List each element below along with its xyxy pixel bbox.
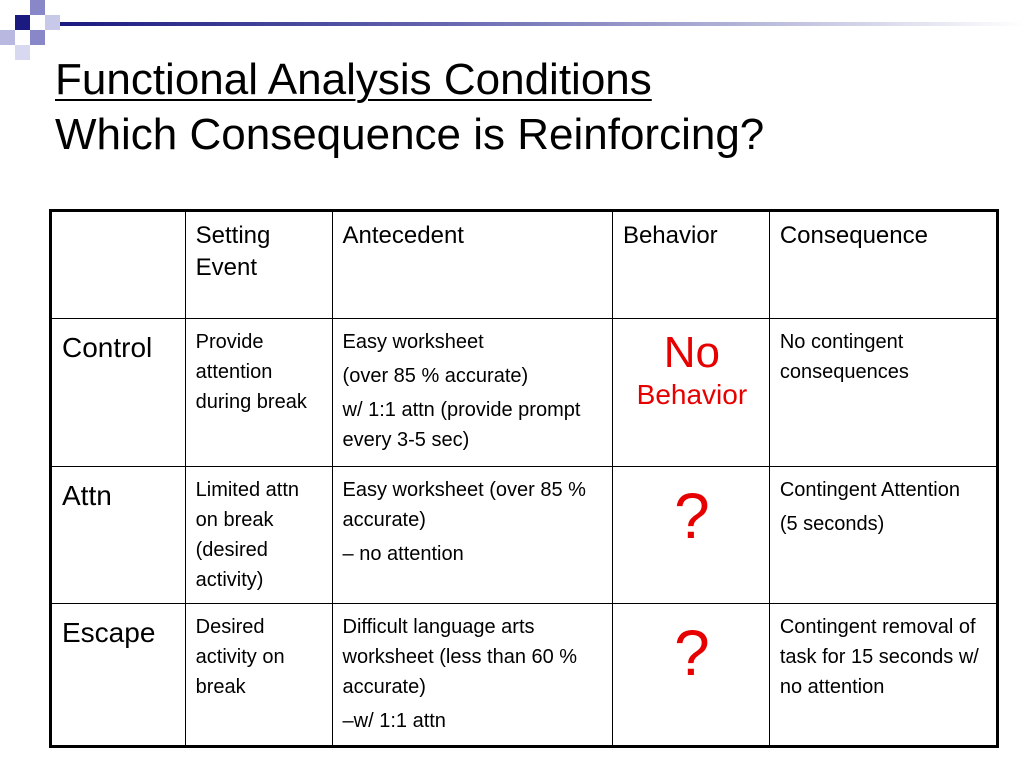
row-label-control: Control: [51, 319, 186, 467]
consequence-line: Contingent removal of task for 15 seconds w/ no attention: [779, 616, 979, 698]
table-row-attn: [51, 467, 998, 604]
behavior-cell: [612, 467, 769, 604]
header-cell-antecedent: Antecedent: [332, 211, 612, 319]
functional-analysis-table: [49, 209, 999, 748]
antecedent-line: – no attention: [342, 543, 464, 565]
antecedent-line: Difficult language arts worksheet (less than 60 % accurate): [342, 616, 578, 698]
header-cell-consequence: Consequence: [769, 211, 997, 319]
setting-event-cell: Desired activity on break: [185, 604, 332, 747]
decor-square: [0, 30, 15, 45]
slide-title: [55, 52, 764, 162]
consequence-cell: [769, 319, 997, 467]
behavior-cell: [612, 319, 769, 467]
setting-event-cell: Limited attn on break (desired activity): [185, 467, 332, 604]
row-label-escape: Escape: [51, 604, 186, 747]
title-line-1: Functional Analysis Conditions: [55, 55, 652, 104]
decor-square: [15, 45, 30, 60]
consequence-line: Contingent Attention: [779, 479, 960, 501]
behavior-text-no: No: [663, 328, 721, 377]
consequence-cell: [769, 467, 997, 604]
antecedent-line: –w/ 1:1 attn: [342, 710, 446, 732]
decor-square: [30, 30, 45, 45]
antecedent-line: (over 85 % accurate): [342, 365, 529, 387]
setting-event-cell: Provide attention during break: [185, 319, 332, 467]
antecedent-cell: [332, 604, 612, 747]
antecedent-cell: [332, 319, 612, 467]
behavior-text-behavior: Behavior: [636, 379, 748, 410]
header-cell-setting-event: Setting Event: [185, 211, 332, 319]
header-cell-empty: [51, 211, 186, 319]
header-row: [51, 211, 998, 319]
title-line-2: Which Consequence is Reinforcing?: [55, 110, 765, 159]
antecedent-cell: [332, 467, 612, 604]
consequence-line: (5 seconds): [779, 513, 885, 535]
consequence-cell: [769, 604, 997, 747]
behavior-cell: [612, 604, 769, 747]
decor-square: [30, 0, 45, 15]
row-label-attn: Attn: [51, 467, 186, 604]
decor-square: [15, 15, 30, 30]
table-row-control: [51, 319, 998, 467]
antecedent-line: w/ 1:1 attn (provide prompt every 3-5 sec): [342, 399, 581, 451]
antecedent-line: Easy worksheet: [342, 331, 484, 353]
decor-square: [45, 15, 60, 30]
title-gradient-bar: [60, 22, 1024, 26]
question-mark: ?: [674, 480, 710, 552]
consequence-line: No contingent consequences: [779, 331, 909, 383]
header-cell-behavior: Behavior: [612, 211, 769, 319]
question-mark: ?: [674, 617, 710, 689]
antecedent-line: Easy worksheet (over 85 % accurate): [342, 479, 586, 531]
table-row-escape: [51, 604, 998, 747]
